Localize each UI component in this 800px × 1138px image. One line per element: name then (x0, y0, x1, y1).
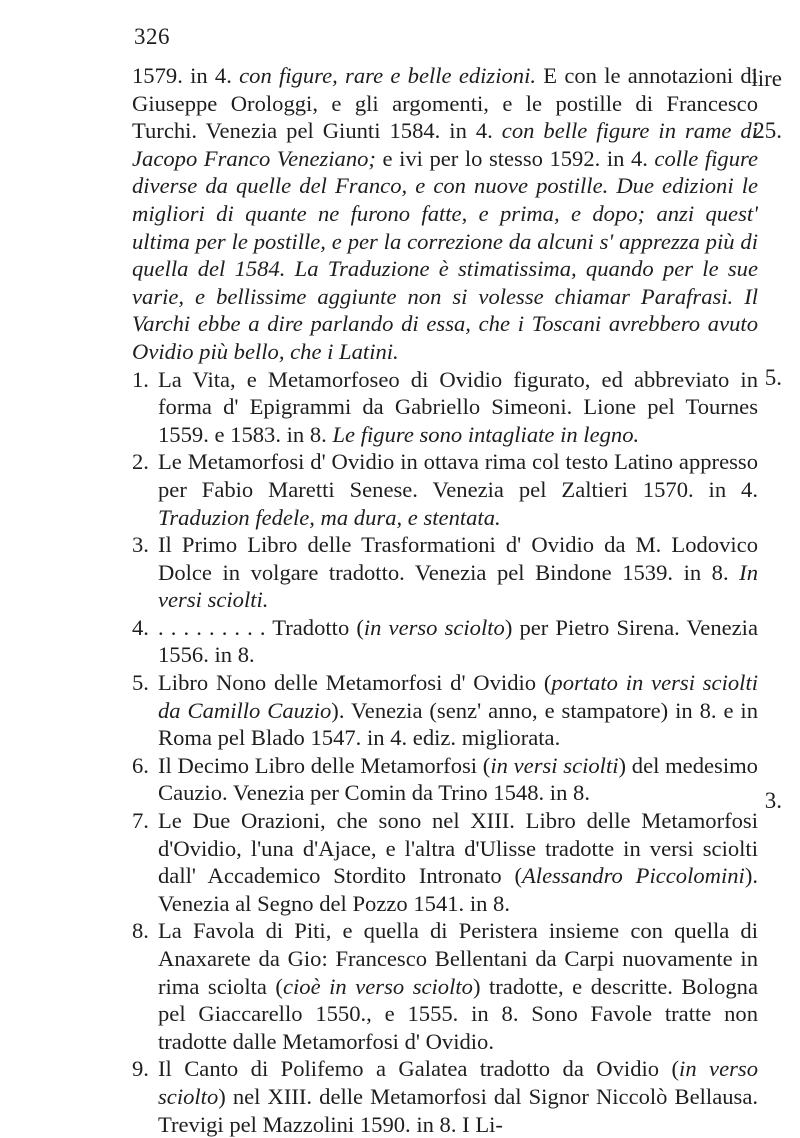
entry-text: La Vita, e Metamorfoseo di Ovidio figurato, ed abbreviato in forma d' Epigrammi da Gabriello Simeoni. Lione pel Tournes 1559. e 1583. in 8. (158, 366, 758, 447)
entry-italic: cioè in verso sciolto (282, 973, 473, 999)
entry-italic: In versi sciolti. (158, 559, 758, 613)
entry-number: 7. (132, 808, 149, 834)
list-item-3 (132, 531, 758, 614)
entry-number: 4. (132, 614, 149, 640)
entry-text: Il Decimo Libro delle Metamorfosi ( (158, 752, 491, 778)
entry-number: 2. (132, 449, 149, 475)
entry-number: 3. (132, 532, 149, 558)
entry-text-tail: ). Venezia (senz' anno, e stampatore) in 8. e in Roma pel Blado 1547. in 4. ediz. migliorata. (158, 697, 758, 751)
entry-text-tail: ) del medesimo Cauzio. Venezia per Comin da Trino 1548. in 8. (158, 752, 758, 806)
list-item-7 (132, 807, 759, 917)
entry-italic: in verso sciolto (363, 614, 505, 640)
entry-text: Libro Nono delle Metamorfosi d' Ovidio ( (158, 670, 552, 696)
list-item-5 (132, 669, 758, 752)
page-number: 326 (134, 24, 170, 49)
intro-text-3: e ivi per lo stesso 1592. in 4. (375, 145, 648, 171)
entry-number: 9. (132, 1056, 149, 1082)
entry-number: 1. (132, 366, 149, 392)
entry-italic: Traduzion fedele, ma dura, e stentata. (158, 504, 501, 530)
entry-number: 5. (132, 670, 149, 696)
list-item-4 (132, 614, 758, 669)
intro-italic-2: con belle figure in rame di Jacopo Franco Veneziano; (132, 118, 758, 171)
intro-italic-1: con figure, rare e belle edizioni. (231, 63, 537, 88)
body-text (132, 62, 758, 1138)
entry-text-tail: ). Venezia al Segno del Pozzo 1541. in 8. (158, 863, 759, 916)
entry-text: Il Primo Libro delle Trasformationi d' Ovidio da M. Lodovico Dolce in volgare tradotto. Venezia pel Bindone 1539. in 8. (158, 532, 758, 585)
entry-number: 6. (132, 752, 149, 778)
entry-text: Le Metamorfosi d' Ovidio in ottava rima col testo Latino appresso per Fabio Maretti Senese. Venezia pel Zaltieri 1570. in 4. (158, 449, 758, 502)
list-item-9 (132, 1055, 758, 1138)
entry-text: Il Canto di Polifemo a Galatea tradotto da Ovidio ( (158, 1056, 680, 1082)
entry-text: . . . . . . . . . Tradotto ( (158, 614, 364, 640)
intro-text-1: 1579. in 4. (132, 63, 232, 88)
entry-number: 8. (132, 918, 149, 944)
entry-italic: portato in versi sciolti da Camillo Cauzio (158, 670, 758, 723)
entry-text-tail: ) tradotte, e descritte. Bologna pel Giaccarello 1550., e 1555. in 8. Sono Favole tratte non tradotte dalle Metamorfosi d' Ovidio. (158, 973, 759, 1054)
entry-text-tail: ) nel XIII. delle Metamorfosi dal Signor Niccolò Bellausa. Trevigi pel Mazzolini 1590. in 8. I Li- (158, 1083, 758, 1137)
entry-italic: Le figure sono intagliate in legno. (326, 421, 640, 447)
intro-text-2: E con le annotazioni di Giuseppe Orologgi, e gli argomenti, e le postille di Francesco Turchi. Venezia pel Giunti 1584. in 4. (132, 63, 758, 144)
entry-italic: in verso sciolto (158, 1056, 758, 1109)
list-item-6 (132, 752, 758, 807)
intro-italic-3: colle figure diverse da quelle del Franco, e con nuove postille. Due edizioni le migliori di quante ne furono fatte, e prima, e dopo; anzi quest' ultima per le postille, e per la correzione da alcuni s' apprezza più di quella del 1584. La Traduzione è stimatissima, quando per le sue varie, e bellissime aggiunte non si volesse chiamar Parafrasi. Il Varchi ebbe a dire parlando di essa, che i Toscani avrebbero avuto Ovidio più bello, che i Latini. (132, 145, 758, 364)
margin-price-3: 3. (764, 788, 782, 813)
margin-price-25: 25. (753, 118, 782, 143)
list-item-2 (132, 448, 758, 531)
entry-text-tail: ) per Pietro Sirena. Venezia 1556. in 8. (158, 614, 758, 668)
margin-price-5: 5. (764, 365, 782, 390)
entry-italic: Alessandro Piccolomini (522, 863, 745, 889)
list-item-8 (132, 917, 759, 1055)
entry-italic: in versi sciolti (490, 752, 619, 778)
entry-text: Le Due Orazioni, che sono nel XIII. Libro delle Metamorfosi d'Ovidio, l'una d'Ajace, e l'altra d'Ulisse tradotte in versi sciolti dall' Accademico Stordito Intronato ( (158, 808, 758, 889)
margin-price-lire: lire (751, 66, 782, 91)
entry-text: La Favola di Piti, e quella di Peristera insieme con quella di Anaxarete da Gio: Francesco Bellentani da Carpi nuovamente in rima sciolta ( (158, 918, 758, 999)
list-item-1 (132, 366, 758, 449)
intro-paragraph (132, 62, 758, 366)
